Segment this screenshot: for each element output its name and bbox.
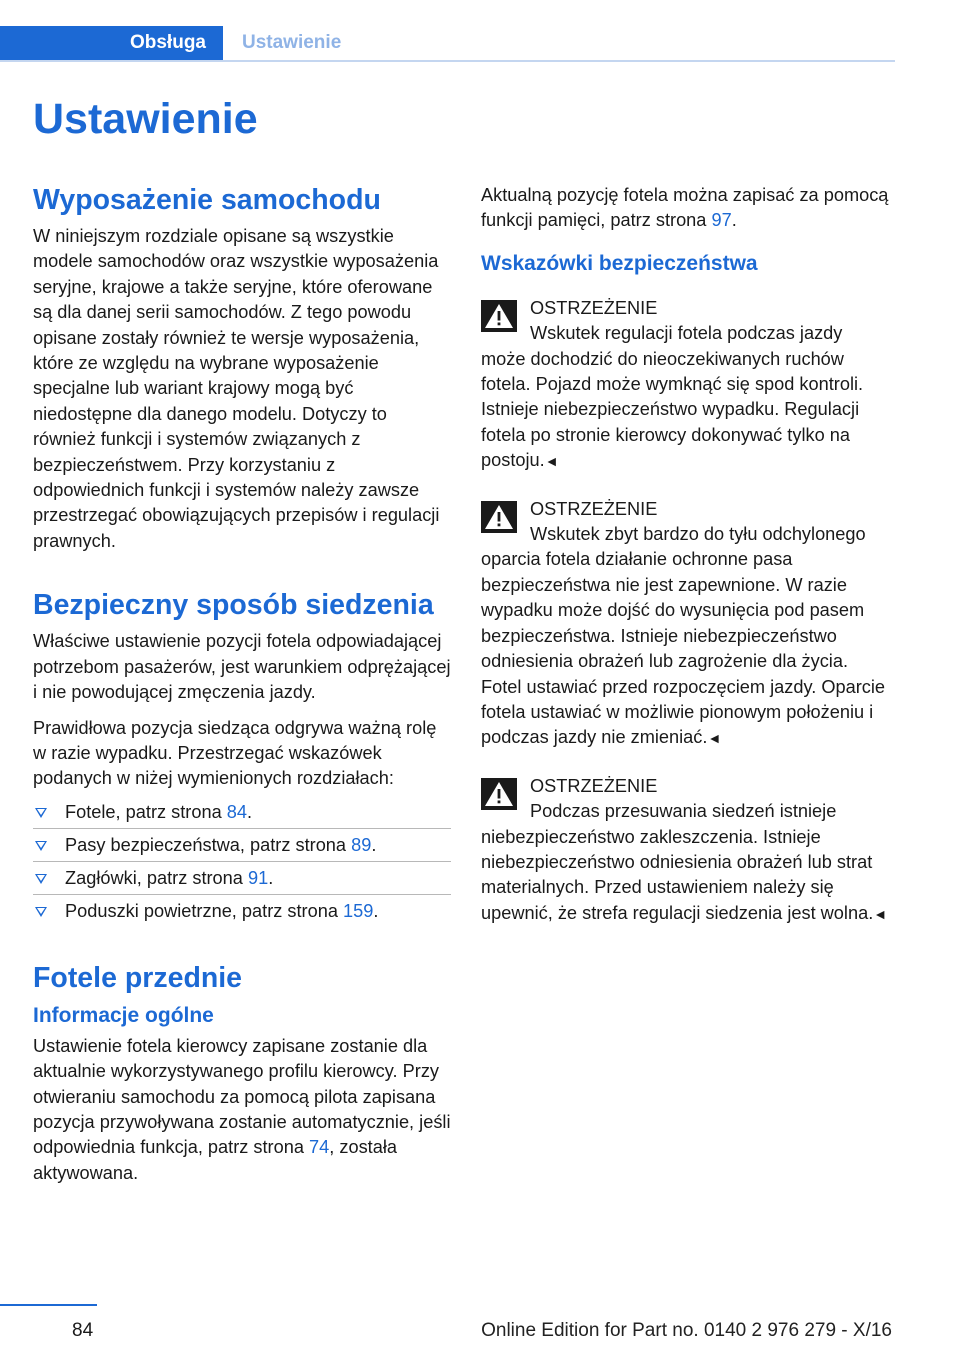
list-item: Fotele, patrz strona 84. xyxy=(33,796,451,829)
end-marker: ◄ xyxy=(873,905,888,922)
list-item: Zagłówki, patrz strona 91. xyxy=(33,862,451,895)
warning-title: OSTRZEŻENIE xyxy=(530,775,658,796)
warning-text: Wskutek zbyt bardzo do tyłu odchylonego oparcia fotela działanie ochronne pasa bezpieczeństwa nie jest zapewnione. W razie wypadku może dojść do wysunięcia pod pasem bezpieczeństwa. Istnieje niebezpieczeństwo odniesienia obrażeń lub zagrożenie dla życia. Fotel ustawiać przed rozpoczęciem jazdy. Oparcie fotela ustawiać w możliwie pionowym położeniu i podczas jazdy nie zmieniać. xyxy=(481,524,885,748)
memory-paragraph: Aktualną pozycję fotela można zapisać za pomocą funkcji pamięci, patrz strona 97. xyxy=(481,185,889,231)
warning-title: OSTRZEŻENIE xyxy=(530,498,658,519)
bullet-triangle-icon xyxy=(35,808,47,818)
warning-text: Wskutek regulacji fotela podczas jazdy może dochodzić do nieoczekiwanych ruchów fotela. Pojazd może wymknąć się spod kontroli. Istnieje niebezpieczeństwo wypadku. Regulacji fotela po stronie kierowcy dokonywać tylko na postoju. xyxy=(481,323,864,471)
seating-paragraph-2: Prawidłowa pozycja siedząca odgrywa ważną rolę w razie wypadku. Przestrzegać wskazówek podanych w niżej wymienionych rozdziałach: xyxy=(33,717,437,789)
tab-divider xyxy=(0,60,895,62)
warning-triangle-icon xyxy=(481,300,517,332)
warning-block xyxy=(481,497,891,752)
warning-triangle-icon xyxy=(481,501,517,533)
list-item: Pasy bezpieczeństwa, patrz strona 89. xyxy=(33,829,451,862)
page-link[interactable]: 74 xyxy=(309,1137,330,1158)
front-seats-paragraph: Ustawienie fotela kierowcy zapisane zostanie dla aktualnie wykorzystywanego profilu kierowcy. Przy otwieraniu samochodu za pomocą pilota zapisana pozycja przywoływana zostanie automatycznie, jeśli odpowiednia funkcja, patrz strona 74, została aktywowana. xyxy=(33,1035,451,1183)
page-link[interactable]: 89 xyxy=(351,834,372,855)
page-number: 84 xyxy=(72,1320,94,1341)
section-heading-equipment: Wyposażenie samochodu xyxy=(33,184,381,216)
footer-rule xyxy=(0,1304,97,1306)
end-marker: ◄ xyxy=(544,453,559,470)
tab-ustawienie[interactable]: Ustawienie xyxy=(242,32,342,53)
subheading-general-info: Informacje ogólne xyxy=(33,1003,214,1027)
page-link[interactable]: 159 xyxy=(343,900,374,921)
warning-title: OSTRZEŻENIE xyxy=(530,297,658,318)
left-column xyxy=(33,183,451,1196)
page-link[interactable]: 91 xyxy=(247,867,269,888)
page-link[interactable]: 84 xyxy=(226,801,247,822)
section-heading-seating: Bezpieczny sposób siedzenia xyxy=(33,589,434,622)
seating-paragraph-1: Właściwe ustawienie pozycji fotela odpowiadającej potrzebom pasażerów, jest warunkiem odprężającej i nie powodującej zmęczenia jazdy. xyxy=(33,631,451,703)
warning-block xyxy=(481,296,891,475)
page-link[interactable]: 97 xyxy=(711,210,732,231)
bullet-triangle-icon xyxy=(35,907,47,917)
reference-list xyxy=(33,796,451,927)
end-marker: ◄ xyxy=(707,730,722,747)
header-tabbar xyxy=(0,26,895,62)
equipment-paragraph: W niniejszym rozdziale opisane są wszystkie modele samochodów oraz wszystkie wyposażenia seryjne, krajowe a także seryjne, które oferowane są dla danej serii samochodów. Z tego powodu opisane zostały również te wersje wyposażenia, które ze względu na wybrane wyposażenie specjalne lub wariant krajowy mogą być niedostępne dla danego modelu. Dotyczy to również funkcji i systemów związanych z bezpieczeństwem. Przy korzystaniu z odpowiednich funkcji i systemów należy zawsze przestrzegać obowiązujących przepisów i regulacji prawnych. xyxy=(33,226,440,551)
bullet-triangle-icon xyxy=(35,841,47,851)
warning-block xyxy=(481,774,891,927)
right-column xyxy=(481,183,891,927)
section-heading-front-seats: Fotele przednie xyxy=(33,961,243,994)
page-title: Ustawienie xyxy=(33,95,258,143)
safety-heading: Wskazówki bezpieczeństwa xyxy=(481,251,758,275)
tab-obsluga[interactable]: Obsługa xyxy=(0,26,223,60)
edition-note: Online Edition for Part no. 0140 2 976 279 - X/16 xyxy=(481,1320,892,1341)
bullet-triangle-icon xyxy=(35,874,47,884)
warning-triangle-icon xyxy=(481,778,517,810)
warning-text: Podczas przesuwania siedzeń istnieje niebezpieczeństwo zakleszczenia. Istnieje niebezpieczeństwo odniesienia obrażeń lub strat materialnych. Przed ustawieniem należy się upewnić, że strefa regulacji siedzenia jest wolna. xyxy=(481,801,874,923)
list-item: Poduszki powietrzne, patrz strona 159. xyxy=(33,895,451,927)
